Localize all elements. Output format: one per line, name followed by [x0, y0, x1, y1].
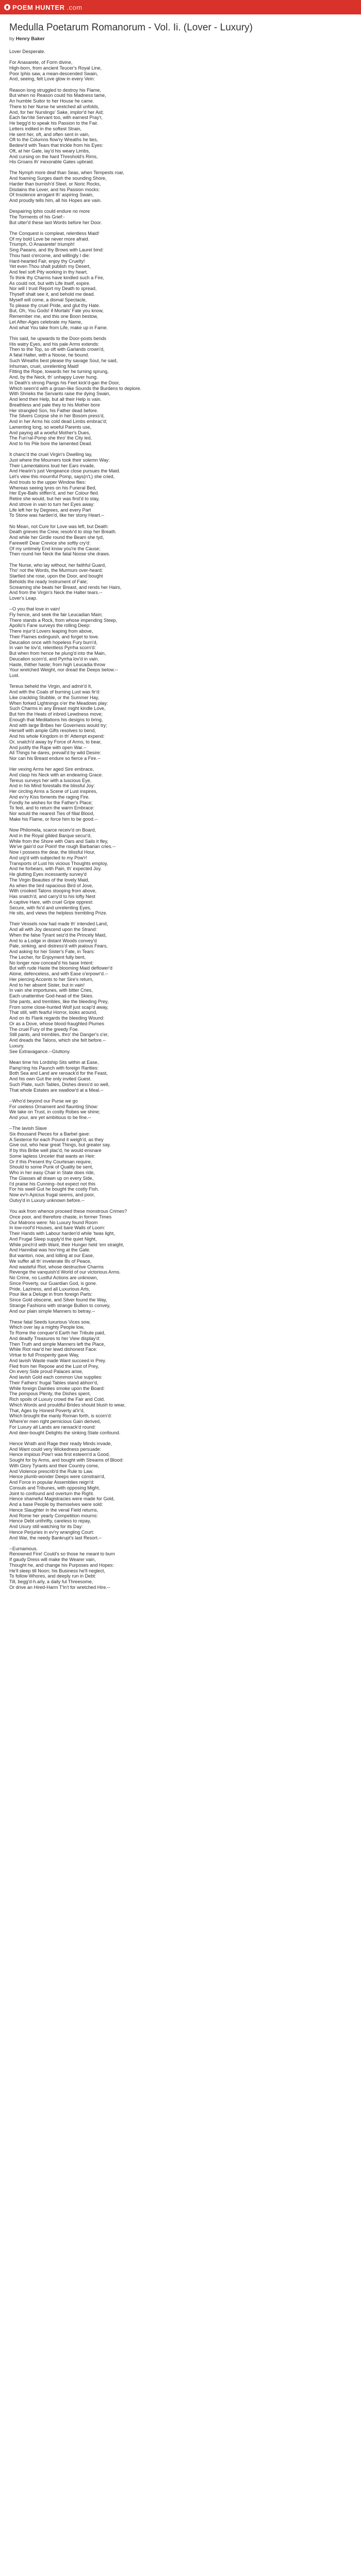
poem-line: Alone, defenceless, and with Ease o'erpowr'd.--	[9, 971, 108, 977]
poem-line: But wanton, now, and lolling at our Ease,	[9, 1253, 94, 1259]
poem-line: Just where the Mourners took their solemn Way:	[9, 457, 110, 463]
poem-line: And foaming Surges dash the sounding Shore,	[9, 176, 107, 181]
stanza	[9, 452, 352, 518]
stanza	[9, 60, 352, 82]
poem-line: But when no Reason could his Madness tame,	[9, 93, 106, 98]
poem-line: --Eurnamous.	[9, 1546, 38, 1551]
poem-line: While from the Shore with Oars and Sails it fley,	[9, 838, 108, 844]
poem-line: But him the Heats of inbred Lewdness move;	[9, 711, 103, 717]
poem-line: And all with Joy descend upon the Strand:	[9, 927, 97, 933]
stanza	[9, 1319, 352, 1436]
poem-line: The Nurse, who lay without, her faithful Guard,	[9, 562, 106, 568]
poem-line: While foreign Dainties smoke upon the Board:	[9, 1385, 105, 1391]
poem-line: Rich spoils of Luxury crowd the Fair and Cold.	[9, 1397, 105, 1402]
poem-line: In vain she importunes, with bitter Cries,	[9, 988, 93, 993]
poem-line: See Extravagance.--Gluttony.	[9, 1048, 71, 1054]
poem-line: Pour like a Deluge in from foreign Parts:	[9, 1292, 93, 1297]
poem-line: Their Flames extinguish, and forget to love.	[9, 634, 100, 639]
poem-byline	[9, 36, 352, 42]
poem-line: If gaudy Dress will make the Wearer vain,	[9, 1557, 96, 1563]
poem-line: Retire she would, but her was first'd to stay,	[9, 496, 100, 502]
poem-line: Haste, thither haste; from high Leucadia throw	[9, 662, 106, 667]
poem-line: And your, are yet ambitious to be fine.--	[9, 1115, 91, 1120]
poem-line: Should to some Punk of Quality be sent,	[9, 1164, 93, 1170]
poem-line: There stands a Rock, from whose impending Steep,	[9, 617, 118, 623]
poem-line: Our Matrons were: No Luxury found Room	[9, 1219, 98, 1225]
poem-line: We take on Trust, in costly Robes we shine;	[9, 1109, 101, 1115]
author-link[interactable]: Henry Baker	[15, 36, 45, 42]
poem-line: Now I possess the dear, the blissful Hour,	[9, 850, 95, 855]
poem-line: And ev'ry Kiss foments the raging Fire.	[9, 794, 90, 800]
poem-line: And what You take from Life, make up in Fame.	[9, 325, 108, 330]
poem-line: Consuls and Tribunes, with opposing Might,	[9, 1485, 100, 1490]
poem-line: Farewell! Dear Crevice she softly cry'd:	[9, 540, 91, 546]
poem-line: Secure, with fix'd and unrelenting Eyes,	[9, 905, 91, 910]
poem-line: You ask from whence proceed these monstrous Crimes?	[9, 1209, 127, 1214]
poem-line: But when from hence he plung'd into the Main,	[9, 651, 106, 656]
poem-line: Pale, sinking, and distress'd with jealous Fears,	[9, 943, 108, 949]
poem-line: And justify the Rape with open War.--	[9, 744, 87, 750]
poem-line: Their Hands with Labour harden'd while 'twas light,	[9, 1231, 115, 1236]
poem-line: Who in her easy Chair in State does ride,	[9, 1170, 95, 1176]
poem-line: Tereus beheld the Virgin, and admir'd It,	[9, 684, 92, 689]
poem-line: From some close-hunted Wolf just scap'd away,	[9, 1004, 108, 1010]
poem-line: Now Philomela, scarce receiv'd on Board,	[9, 827, 96, 833]
poem-line: But, Oh, You Gods! if Mortals' Fate you know,	[9, 308, 104, 314]
poem-line: With Glory Tyrants and their Country come,	[9, 1463, 100, 1468]
poem-line: Reason long struggled to destroy his Flame,	[9, 87, 101, 93]
poem-line: Like crackling Stubble, or the Summer Hay,	[9, 694, 100, 700]
poem-line: An humble Suitor to her House he came.	[9, 98, 94, 104]
stanza	[9, 1441, 352, 1541]
poem-line: For useless Ornament and flaunting Show:	[9, 1104, 99, 1109]
poem-line: His Groans th' inexorable Gates upbraid.	[9, 159, 94, 165]
poem-line: And to his Pile bore the lamented Dead.	[9, 441, 92, 447]
stanza	[9, 209, 352, 225]
poem-line: Some lapless Unceler that wants an Heir:	[9, 1153, 95, 1159]
stanza	[9, 563, 352, 601]
poem-line: No longer now conceal'd his base Intent:	[9, 960, 94, 965]
poem-line: Or as a Dove, whose blood-fraughted Plumes	[9, 1021, 104, 1026]
poem-line: Bedew'd with Tears that trickle from his Eyes:	[9, 143, 103, 148]
poem-line: Their Fathers' frugal Tables stand abhorr'd,	[9, 1380, 99, 1385]
poem-line: And proudly tells him, all his Hopes are vain.	[9, 198, 102, 204]
poem-line: For Luxury all Lands are ransack'd round:	[9, 1424, 96, 1430]
poem-line: Once poor, and therefore chaste, in former Times	[9, 1214, 112, 1219]
poem-line: Hard-hearted Fair, enjoy thy Cruelty!	[9, 258, 85, 264]
poem-line: Till, begg'd-h.arly, a daily ful Threesome,	[9, 1579, 93, 1585]
poem-line: Fled from her Repose and the Lust of Prey,	[9, 1363, 99, 1369]
poem-line: And Hannibal was hov'ring at the Gate.	[9, 1247, 91, 1253]
poem-line: And on its Flank regards the bleeding Wound:	[9, 1015, 105, 1021]
poem-line: When the false Tyrant seiz'd the Princely Maid,	[9, 932, 107, 938]
poem-line: To follow Whores, and deeply run in Debt:	[9, 1573, 96, 1579]
poem-line: Hence Debt unthrifty, careless to repay,	[9, 1518, 91, 1524]
poem-line: A Sesterce for each Pound it weigh'd, as they	[9, 1137, 104, 1142]
poem-line: To feel, and to return the warm Embrace:	[9, 805, 94, 811]
poem-line: Myself will come, a dismal Spectacle,	[9, 297, 87, 302]
poem-title: Medulla Poetarum Romanorum - Vol. Ii. (Lover - Luxury)	[9, 22, 253, 33]
poem-line: He'll sleep till Noon; his Business he'll neglect,	[9, 1568, 105, 1573]
poem-line: Both Sea and Land are ransack'd for the Feast,	[9, 1071, 108, 1076]
stanza	[9, 827, 352, 916]
poem-line: And Rome her yearly Competition mourns:	[9, 1513, 98, 1518]
poem-line: Each unattentive God-head of the Skies.	[9, 993, 94, 999]
poem-line: Which over lay a mighty People low,	[9, 1325, 85, 1330]
logo-suffix: HUNTER	[35, 3, 65, 11]
poem-line: The Torments of his Grief:-	[9, 214, 65, 220]
poem-line: The Nymph more deaf than Seas, when Tempests roar,	[9, 170, 124, 176]
stanza	[9, 1098, 352, 1121]
poem-line: Their Lamentations loud her Ears invade,	[9, 463, 95, 468]
poem-line: Beholds the ready Instrument of Fate;	[9, 579, 88, 584]
poem-line: Triumph, O Anaxarete! triumph!	[9, 242, 75, 247]
poem-line: All Things he dares, prevail'd by wild Desire:	[9, 750, 101, 756]
poem-line: And asking for her Sister's Fate, in Tears:	[9, 949, 95, 955]
poem-line: His watry Eyes, and his pale Arms extends:	[9, 341, 100, 347]
poem-line: And Violence prescrib'd the Rule to Law.	[9, 1468, 93, 1474]
poem-line: Since Gold obscene, and Silver found the Way,	[9, 1297, 107, 1303]
poem-line: Of my untimely End know you're the Cause;	[9, 546, 101, 551]
poem-line: There to her Nurse he wretched all unfolds,	[9, 104, 100, 109]
poem-line: That still, with fearful Horror, looks around,	[9, 1010, 97, 1015]
poem-line: Mean time his Lordship Sits within at Ease,	[9, 1059, 99, 1065]
poem-line: Nor would the nearest Ties of filial Blood,	[9, 811, 94, 817]
poem-line: To Rome the conquer'd Earth her Tribute paid,	[9, 1330, 106, 1336]
poem-line: Deucalion scorn'd, and Pyrrha lov'd in vain.	[9, 656, 99, 662]
poem-line: Fitting the Rope, towards her he turning sprung,	[9, 369, 109, 375]
poem-line: Which seem'd with a groan-like Sounds the Burdens to deplore.	[9, 385, 141, 391]
poem-line: Revenge the vanquish'd World of our victorious Arms.	[9, 1269, 121, 1275]
poem-line: Renowned Fire! Could's so those he meant to burn	[9, 1551, 115, 1557]
poem-line: And from the Virgin's Neck the Halter tears.--	[9, 590, 103, 596]
poem-line: The Fun'ral-Pomp she thro' the City led,	[9, 435, 92, 441]
poem-line: And Force in popular Assemblies reign'd:	[9, 1480, 95, 1485]
poem-line: Screaming she beats her Breast, and rends her Hairs,	[9, 584, 122, 590]
stanza	[9, 1060, 352, 1093]
poem-line: When forked Lightnings o'er the Meadows play:	[9, 700, 108, 706]
stanza	[9, 1209, 352, 1314]
poem-line: Fly hence, and seek the fair Leucadian Main;	[9, 612, 103, 617]
poem-line: And, by the Neck, th' unhappy Lover hung.	[9, 375, 98, 380]
poem-line: --The lavish Slave	[9, 1126, 47, 1131]
poem-line: Her circling Arms a Scene of Lust inspires,	[9, 789, 97, 794]
poem-line: Of Insolence arrogant th' aspiring Swain,	[9, 192, 94, 198]
poem-line: Virtue to full Prosperity gave Way,	[9, 1352, 79, 1358]
poem-line: He begg'd to speak his Passion to the Fair.	[9, 121, 99, 126]
poem-line: To please thy cruel Pride, and glut thy Hate.	[9, 302, 100, 308]
poem-container	[0, 14, 361, 1590]
poem-line: The pompous Plenty, the Dishes spent,	[9, 1391, 91, 1397]
poem-line: And in the Royal gilded Barque secur'd,	[9, 833, 92, 838]
poem-line: Life left her by Degrees, and every Part	[9, 507, 91, 513]
poem-line: These fatal Seeds luxurious Vices sow,	[9, 1319, 91, 1325]
poem-line: And Hearin's just Vengeance close pursues the Maid.	[9, 468, 121, 474]
poem-line: And Frugal Sleep supply'd the quiet Night,	[9, 1236, 97, 1242]
poem-line: Or if this Present thy Courtesan require,	[9, 1159, 92, 1164]
poem-line: Which Words and prouldful Brides should blush to wear,	[9, 1402, 126, 1408]
poem-line: And he forbears, with Pain, th' expected Joy.	[9, 866, 102, 872]
poem-line: Such Plate, such Tables, Dishes dress'd so well,	[9, 1081, 110, 1087]
poem-line: Such Charms in any Breast might kindle Love,	[9, 706, 106, 711]
poem-line: Which brought the manly Roman forth, is scorn'd:	[9, 1413, 112, 1419]
logo-domain: .com	[67, 3, 83, 11]
poem-line: And a base People by themselves were sold:	[9, 1502, 103, 1507]
poem-line: And War, the needy Bankrupt's last Resort.--	[9, 1535, 102, 1540]
poem-line: Now ev'n Apicius frugal seems, and poor,	[9, 1192, 95, 1198]
poem-line: And lend their Help, but all their Help is vain.	[9, 397, 102, 402]
poem-line: Then Truth and simple Manners left the Place,	[9, 1341, 106, 1347]
poem-line: Strange Fashions with strange Bullion to convey,	[9, 1302, 110, 1308]
poem-line: And cursing on the hard Threshold's Rims,	[9, 154, 98, 159]
poem-line: We've gain'd our Point! the rough Barbarian cries.--	[9, 844, 116, 850]
poem-body	[9, 49, 352, 1590]
poem-line: Since Poverty, our Guardian God, is gone.	[9, 1280, 97, 1286]
poem-line: Nor will I trust Report my Death to spread,	[9, 286, 97, 292]
poem-line: Let's view this mournful Pomp, says(n't,) she cried,	[9, 474, 115, 480]
poem-line: In vain he lov'd, relentless Pyrrha scorn'd:	[9, 645, 96, 651]
poem-line: For Anaxarete, of Form divine,	[9, 60, 73, 65]
poem-line: He sent her, oft, and often sent in vain,	[9, 131, 90, 137]
poem-line: Lover's Leap.	[9, 596, 38, 601]
poem-line: And his own Gut the only invited Guest.	[9, 1076, 92, 1082]
poem-line: And strove in vain to turn her Eyes away:	[9, 501, 95, 507]
poem-line: Disdains the Lover, and his Passion mocks:	[9, 187, 100, 192]
poem-line: To think thy Charms have kindled such a Fire,	[9, 275, 104, 280]
poem-line: Whereas seeing lyres on his Funeral Bed,	[9, 485, 96, 490]
poem-line: Give out, who hear great Things, but greater say.	[9, 1142, 111, 1148]
poem-line: And dreads the Talons, which she felt before.--	[9, 1038, 106, 1043]
poem-line: Pride, Laziness, and all Luxurious Arts,	[9, 1286, 90, 1292]
poem-line: Let After-Ages celebrate my Name,	[9, 319, 83, 325]
poem-line: Lust.	[9, 673, 20, 679]
poem-line: Yet even Thou shalt publish my Desert,	[9, 264, 91, 269]
poem-line: While Riot rear'd her lewd dishonest Face:	[9, 1347, 97, 1352]
poem-line: Oft to the Columns flow'ry Wreaths he ties,	[9, 137, 98, 143]
poem-line: And feel soft Pity working in thy heart.	[9, 269, 88, 275]
poem-line: This said, he upwards to the Door-posts bends	[9, 335, 107, 341]
poem-line: And with large Bribes her Governess would try;	[9, 722, 107, 728]
site-logo[interactable]	[4, 4, 83, 11]
poem-line: And in his Mind forestalls the blissful Joy:	[9, 783, 95, 789]
poem-line: And Usury still watching for its Day:	[9, 1524, 83, 1530]
poem-line: Her vexing Arms her aged Sire embrace,	[9, 767, 94, 772]
poem-line: That whole Estates are swallow'd at a Meal.--	[9, 1087, 104, 1093]
poem-line: And his whole Kingdom in th' Attempt expend:	[9, 734, 105, 739]
stanza	[9, 49, 352, 55]
poem-line: Then to the Top, so oft with Garlands crown'd,	[9, 347, 105, 352]
poem-line: And Want could very Wickedness persuade:	[9, 1446, 102, 1452]
stanza	[9, 170, 352, 204]
poem-line: In Death's strong Pangs his Feet kick'd-gan the Door,	[9, 380, 120, 385]
poem-line: A fatal Halter, with a Noose, he bound.	[9, 352, 89, 358]
stanza	[9, 606, 352, 679]
poem-line: --Who'd beyond our Purse we go	[9, 1098, 78, 1104]
stanza	[9, 88, 352, 165]
poem-line: The cruel Fury of the greedy Foe.	[9, 1026, 79, 1032]
poem-line: Joint to confound and overturn the Right.	[9, 1490, 94, 1496]
poem-line: And, seeing, felt Love glow in every Vein:	[9, 76, 95, 82]
poem-line: We suffer all th' inveterate Ills of Peace,	[9, 1258, 92, 1264]
poem-line: And our plain simple Manners to betray.--	[9, 1308, 95, 1314]
poem-line: Hence Perjuries in ev'ry wrangling Court:	[9, 1529, 94, 1535]
poem-line: And deadly Treasures to her View display'd:	[9, 1335, 101, 1341]
poem-line: Hence shameful Magistracies were made for Gold,	[9, 1496, 115, 1502]
poem-line: Thought he, and change his Purposes and Hopes:	[9, 1562, 114, 1568]
poem-line: Breathless and pale they to his Mother bore	[9, 402, 100, 408]
poem-line: And urg'd with subjected to my Pow'r!	[9, 855, 88, 860]
poem-line: Oft, at her Gate, lay'd his weary Limbs,	[9, 148, 90, 154]
poem-line: With Shrieks the Servants raise the dying Swain,	[9, 391, 111, 397]
poem-line: It chanc'd the cruel Virgin's Dwelling lay,	[9, 452, 92, 457]
poem-line: Deucalion once with hopeless Fury burn'd,	[9, 639, 98, 645]
poem-line: Lover Desperate.	[9, 49, 45, 54]
poem-line: And while her Girdle round the Beam she tyd,	[9, 535, 104, 540]
byline-prefix: by	[9, 36, 15, 42]
poem-line: Tho' not the Words, the Murmurs over-heard:	[9, 568, 103, 573]
poem-line: She pants, and trembles, like the bleeding Prey,	[9, 998, 109, 1004]
poem-line: Her piercing Accents to her Sire's return,	[9, 976, 93, 982]
poem-line: While pinch'd with Want, their Hunger held 'em straight,	[9, 1242, 124, 1247]
poem-line: Sing Paeans, and thy Brows with Laurel bind:	[9, 247, 104, 253]
poem-line: But utter'd these last Words before her Door.	[9, 219, 102, 225]
poem-line: Her strangled Son, his Father dead before.	[9, 408, 99, 413]
poem-line: On every Side proud Palaces arise,	[9, 1369, 84, 1375]
poem-line: If by this Bribe well plac'd, he would ensnare	[9, 1148, 102, 1154]
poem-line: For his swell Gut he bought the costly Fish.	[9, 1187, 99, 1192]
stanza	[9, 921, 352, 1054]
poem-line: And lavish Waste made Want succeed in Prey.	[9, 1358, 106, 1363]
poem-line: Pamp'ring his Paunch with foreign Rarities:	[9, 1065, 99, 1071]
poem-line: And in her Arms his cold dead Limbs embrac'd;	[9, 419, 107, 425]
poem-line: And, for her Nurslings' Sake, implor'd her Aid;	[9, 109, 104, 115]
poem-line: There injur'd Lovers leaping from above,	[9, 629, 93, 634]
poem-line: Sought for by Arms, and bought with Streams of Blood:	[9, 1458, 124, 1463]
poem-line: Or drive an Hired-Harm T'ln't for wretched Hire.--	[9, 1584, 110, 1590]
poem-line: Hence Wrath and Rage their ready Minds invade,	[9, 1440, 112, 1446]
poem-line: Each fav'rite Servant too, with earnest Pray'r,	[9, 115, 103, 121]
poem-line: The Lecher, for Enjoyment fully bent,	[9, 954, 86, 960]
poem-line: Inhuman, cruel, unrelenting Maid!	[9, 363, 79, 369]
poem-line: Fondly he wishes for the Father's Place;	[9, 800, 93, 805]
poem-line: Nor can his Breast endure so fierce a Fire.--	[9, 756, 101, 761]
poem-line: And wasteful Riot, whose destructive Charms	[9, 1264, 104, 1269]
poem-line: The Silvers Corpse she in her Bosom press'd,	[9, 413, 105, 419]
poem-line: Still pants, and trembles, thro' the Danger's o'er,	[9, 1032, 109, 1038]
poem-line: Of my bold Love be never more afraid.	[9, 236, 90, 242]
poem-line: --O you that love in vain!	[9, 606, 60, 612]
poem-line: As could not, but with Life itself, expire.	[9, 280, 91, 286]
poem-line: And deer-bought Delights the sinking State confound.	[9, 1430, 121, 1435]
poem-line: No Mean, not Cure for Love was left, but Death:	[9, 523, 109, 529]
poem-line: Then round her Neck the fatal Noose she draws.	[9, 551, 110, 557]
poem-line: Death grieves the Crew, resolv'd to stop her Breath.	[9, 529, 117, 535]
poem-line: Herself with ample Gifts resolves to bend,	[9, 728, 96, 734]
stanza	[9, 767, 352, 822]
poem-line: Six thousand Pieces for a Barbel gave:	[9, 1131, 90, 1137]
poem-line: Lamenting long, so woeful Parents use,	[9, 424, 92, 430]
stanza	[9, 231, 352, 331]
poem-line: Thou hast o'ercome, and willingly I die:	[9, 252, 90, 258]
poem-line: Hence Slaughter in the venal Field returns,	[9, 1507, 99, 1513]
logo-text: POEM	[12, 3, 34, 11]
poem-line: The Conquest is compleat, relentless Maid!	[9, 230, 100, 236]
poem-line: That, Ages by Honest Poverty al'ir'd,	[9, 1408, 85, 1413]
stanza	[9, 1126, 352, 1204]
poem-line: Where'er men right pernicious Gain derived,	[9, 1419, 101, 1425]
poem-line: Or, snatch'd away by Force of Arms, to bear,	[9, 739, 102, 744]
poem-line: To Stone was harden'd, like her stony Heart.--	[9, 513, 105, 518]
poem-line: The Virgin Beauties of the lovely Maid,	[9, 877, 90, 883]
poem-line: Such Wreaths best please thy savage Soul, he said,	[9, 358, 118, 363]
poem-line: Luxury.	[9, 1043, 25, 1048]
poem-line: Letters indited in the softest Strain,	[9, 126, 82, 131]
poem-line: And clasp his Neck with an endearing Grace.	[9, 772, 103, 777]
poem-line: Transports of Lust his vicious Thoughts employ,	[9, 860, 108, 866]
poem-line: He glutting Eyes incessantly survey'd	[9, 872, 87, 877]
poem-line: Her Eye-Balls stiffen'd, and her Colour fled.	[9, 490, 99, 496]
poem-line: Has snatch'd, and carry'd to his lofty Nest	[9, 894, 95, 900]
poem-line: Enough that Meditations his designs to bring,	[9, 717, 103, 722]
poem-line: Hence impious Pow'r was first esteem'd a Good,	[9, 1452, 110, 1458]
site-header	[0, 0, 361, 14]
poem-line: Hence plumb-wonder Deeps were constrain'd,	[9, 1474, 106, 1480]
poem-line: As when the bird rapacious Bird of Jove,	[9, 883, 93, 888]
stanza	[9, 336, 352, 447]
poem-line: And trouts to the upper Window flies:	[9, 479, 86, 485]
poem-line: He sits, and views the helpless trembling Prize.	[9, 910, 108, 916]
poem-line: And paying all a woeful Mother's Dues,	[9, 430, 90, 435]
poem-line: Your wretched Weight, nor dread the Deeps below.--	[9, 667, 118, 673]
poem-line: With crooked Talons stooping from above,	[9, 888, 97, 894]
stanza	[9, 1546, 352, 1590]
poem-line: But with rude Haste the blooming Maid deflower'd	[9, 965, 112, 971]
poem-line: Harder than burnish'd Steel, or Noric Rocks,	[9, 181, 101, 187]
poem-line: Apollo's Fane surveys the rolling Deep:	[9, 623, 91, 629]
poem-line: And to a Lodge in distant Woods convey'd	[9, 938, 97, 943]
stanza	[9, 524, 352, 557]
poem-line: In low-roof'd Houses, and bare Walls of Loom:	[9, 1225, 105, 1231]
poem-line: Tereus surveys her with a luscious Eye,	[9, 777, 92, 783]
poem-line: And lavish Gold each common Use supplies:	[9, 1375, 103, 1380]
poem-line: A captive Hare, with cruel Gripe opprest:	[9, 899, 93, 905]
poem-line: I'd praise his Cunning--but expect not this	[9, 1181, 96, 1187]
poem-line: Make his Flame, or force him to be good.--	[9, 816, 98, 822]
stanza	[9, 684, 352, 761]
poem-line: And to her absent Sister, but in vain!	[9, 982, 85, 988]
poem-line: Outvy'd in Luxury unknown before.--	[9, 1197, 85, 1203]
poem-line: No Crime, no Lustful Actions are unknown,	[9, 1275, 98, 1281]
poem-line: Their Vessels now had made th' intended Land,	[9, 921, 108, 927]
poem-line: Startled she rose, upon the Door, and bought	[9, 573, 103, 579]
poem-line: Remember me, and this one Boon bestow,	[9, 314, 98, 319]
poem-line: Poor Iphis saw, a mean-descended Swain,	[9, 71, 98, 76]
poem-line: And with the Coals of burning Lust was fir'd:	[9, 689, 101, 695]
poem-line: Despairing Iphis could endure no more	[9, 209, 90, 214]
logo-icon	[4, 4, 10, 10]
poem-line: The Glasses all drawn up on every Side,	[9, 1175, 94, 1181]
poem-line: High-born, from ancient Teucer's Royal Line,	[9, 65, 102, 71]
poem-line: Thyself shalt see it, and behold me dead.	[9, 292, 95, 297]
